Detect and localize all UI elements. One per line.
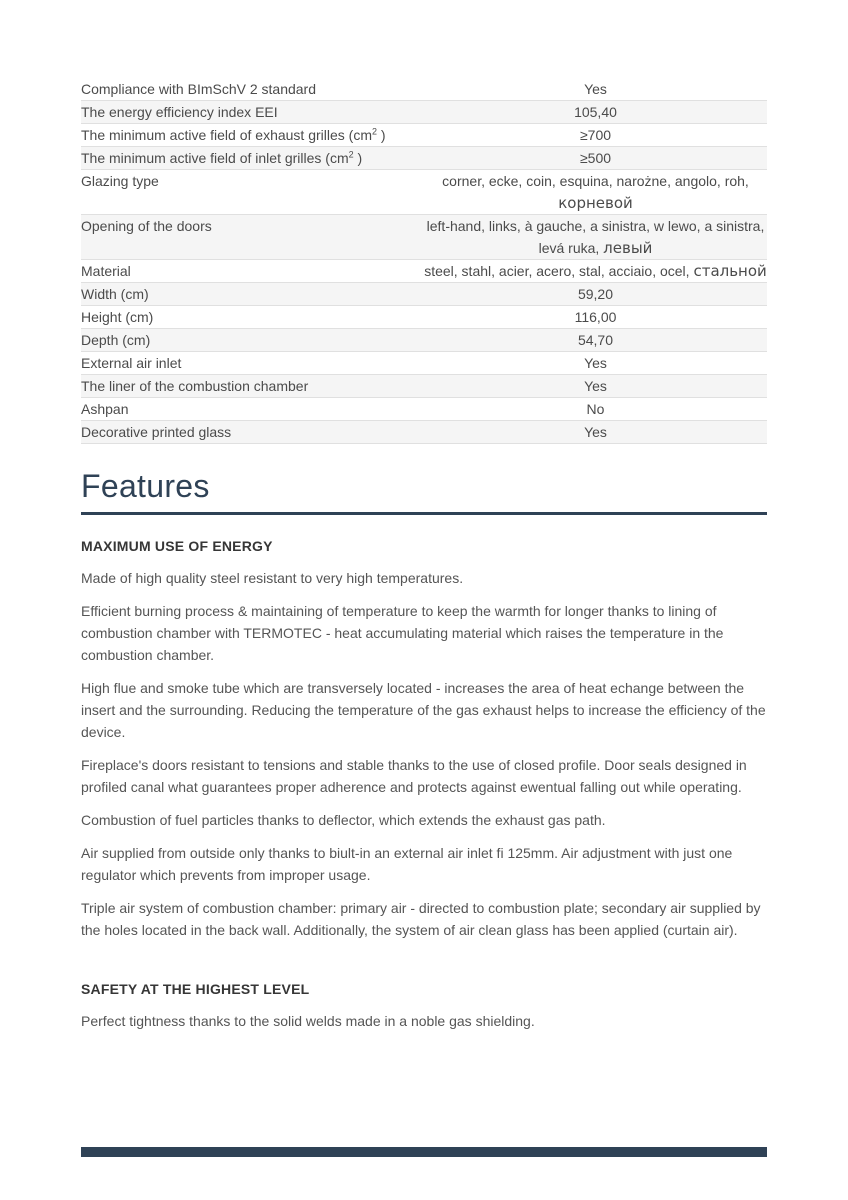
spec-label-superscript: 2 xyxy=(372,126,378,137)
spec-value: Yes xyxy=(584,424,607,440)
spec-row xyxy=(81,283,767,306)
spec-value: steel, stahl, acier, acero, stal, acciaio, ocel, стальной xyxy=(424,262,767,280)
spec-value-cyrillic: стальной xyxy=(693,262,767,280)
spec-label: Ashpan xyxy=(81,401,129,417)
spec-label: The minimum active field of inlet grilles ($cm^2$ ) xyxy=(81,149,363,166)
spec-label: Depth (cm) xyxy=(81,332,151,348)
spec-row xyxy=(81,147,767,170)
spec-value: No xyxy=(586,401,605,417)
spec-row xyxy=(81,352,767,375)
spec-value: 105,40 xyxy=(574,104,617,120)
spec-row xyxy=(81,101,767,124)
spec-label: Opening of the doors xyxy=(81,218,212,234)
spec-label: Width (cm) xyxy=(81,286,149,302)
spec-value: left-hand, links, à gauche, a sinistra, w lewo, a sinistra, levá ruka, левый xyxy=(426,218,765,257)
spec-label: The minimum active field of exhaust grilles ($cm^2$ ) xyxy=(81,126,386,143)
feature-paragraph: Made of high quality steel resistant to very high temperatures. xyxy=(81,570,464,586)
page-content xyxy=(0,78,848,1032)
spec-row xyxy=(81,421,767,444)
feature-paragraph: Combustion of fuel particles thanks to deflector, which extends the exhaust gas path. xyxy=(81,812,606,828)
spec-row xyxy=(81,260,767,283)
spec-row xyxy=(81,329,767,352)
feature-paragraph: Perfect tightness thanks to the solid welds made in a noble gas shielding. xyxy=(81,1013,535,1029)
spec-row xyxy=(81,78,767,101)
spec-label: Height (cm) xyxy=(81,309,154,325)
spec-table xyxy=(81,78,767,444)
feature-paragraph: Air supplied from outside only thanks to biult-in an external air inlet fi 125mm. Air adjustment with just one regulator which prevents from improper usage. xyxy=(81,845,733,883)
feature-section xyxy=(81,536,767,941)
section-heading: SAFETY AT THE HIGHEST LEVEL xyxy=(81,981,310,997)
spec-value-cyrillic: корневой xyxy=(558,194,633,212)
features-sections xyxy=(81,536,767,1032)
spec-label: The liner of the combustion chamber xyxy=(81,378,309,394)
spec-value: Yes xyxy=(584,81,607,97)
spec-value: ≥700 xyxy=(579,127,612,143)
spec-row xyxy=(81,375,767,398)
features-divider xyxy=(81,512,767,515)
spec-row xyxy=(81,306,767,329)
spec-label: Compliance with BImSchV 2 standard xyxy=(81,81,316,97)
spec-label: External air inlet xyxy=(81,355,182,371)
spec-label: Decorative printed glass xyxy=(81,424,232,440)
spec-row xyxy=(81,170,767,215)
spec-row xyxy=(81,215,767,260)
feature-paragraph: Triple air system of combustion chamber: primary air - directed to combustion plate; secondary air supplied by the holes located in the back wall. Additionally, the system of air clean glass has been applied (curtain air). xyxy=(81,900,761,938)
spec-value: 54,70 xyxy=(577,332,614,348)
spec-value: Yes xyxy=(584,378,607,394)
spec-row xyxy=(81,398,767,421)
feature-paragraph: High flue and smoke tube which are transversely located - increases the area of heat echange between the insert and the surrounding. Reducing the temperature of the gas exhaust helps to increase the efficiency of the device. xyxy=(81,680,766,740)
spec-label: Glazing type xyxy=(81,173,159,189)
feature-paragraph: Efficient burning process & maintaining of temperature to keep the warmth for longer thanks to lining of combustion chamber with TERMOTEC - heat accumulating material which raises the temperature in the combustion chamber. xyxy=(81,603,724,663)
spec-value: 116,00 xyxy=(574,309,617,325)
spec-value: Yes xyxy=(584,355,607,371)
spec-value: 59,20 xyxy=(577,286,614,302)
spec-row xyxy=(81,124,767,147)
spec-value: corner, ecke, coin, esquina, narożne, angolo, roh, корневой xyxy=(442,173,749,212)
spec-label: The energy efficiency index EEI xyxy=(81,104,278,120)
spec-label: Material xyxy=(81,263,131,279)
spec-value: ≥500 xyxy=(579,150,612,166)
features-heading: Features xyxy=(81,468,210,504)
section-heading: MAXIMUM USE OF ENERGY xyxy=(81,538,273,554)
spec-value-cyrillic: левый xyxy=(603,239,653,257)
spec-label-superscript: 2 xyxy=(348,149,354,160)
page-bottom-divider xyxy=(81,1147,767,1157)
feature-paragraph: Fireplace's doors resistant to tensions and stable thanks to the use of closed profile. Door seals designed in profiled canal what guarantees proper adherence and protects against ewentual falling out while operating. xyxy=(81,757,747,795)
feature-section xyxy=(81,979,767,1032)
